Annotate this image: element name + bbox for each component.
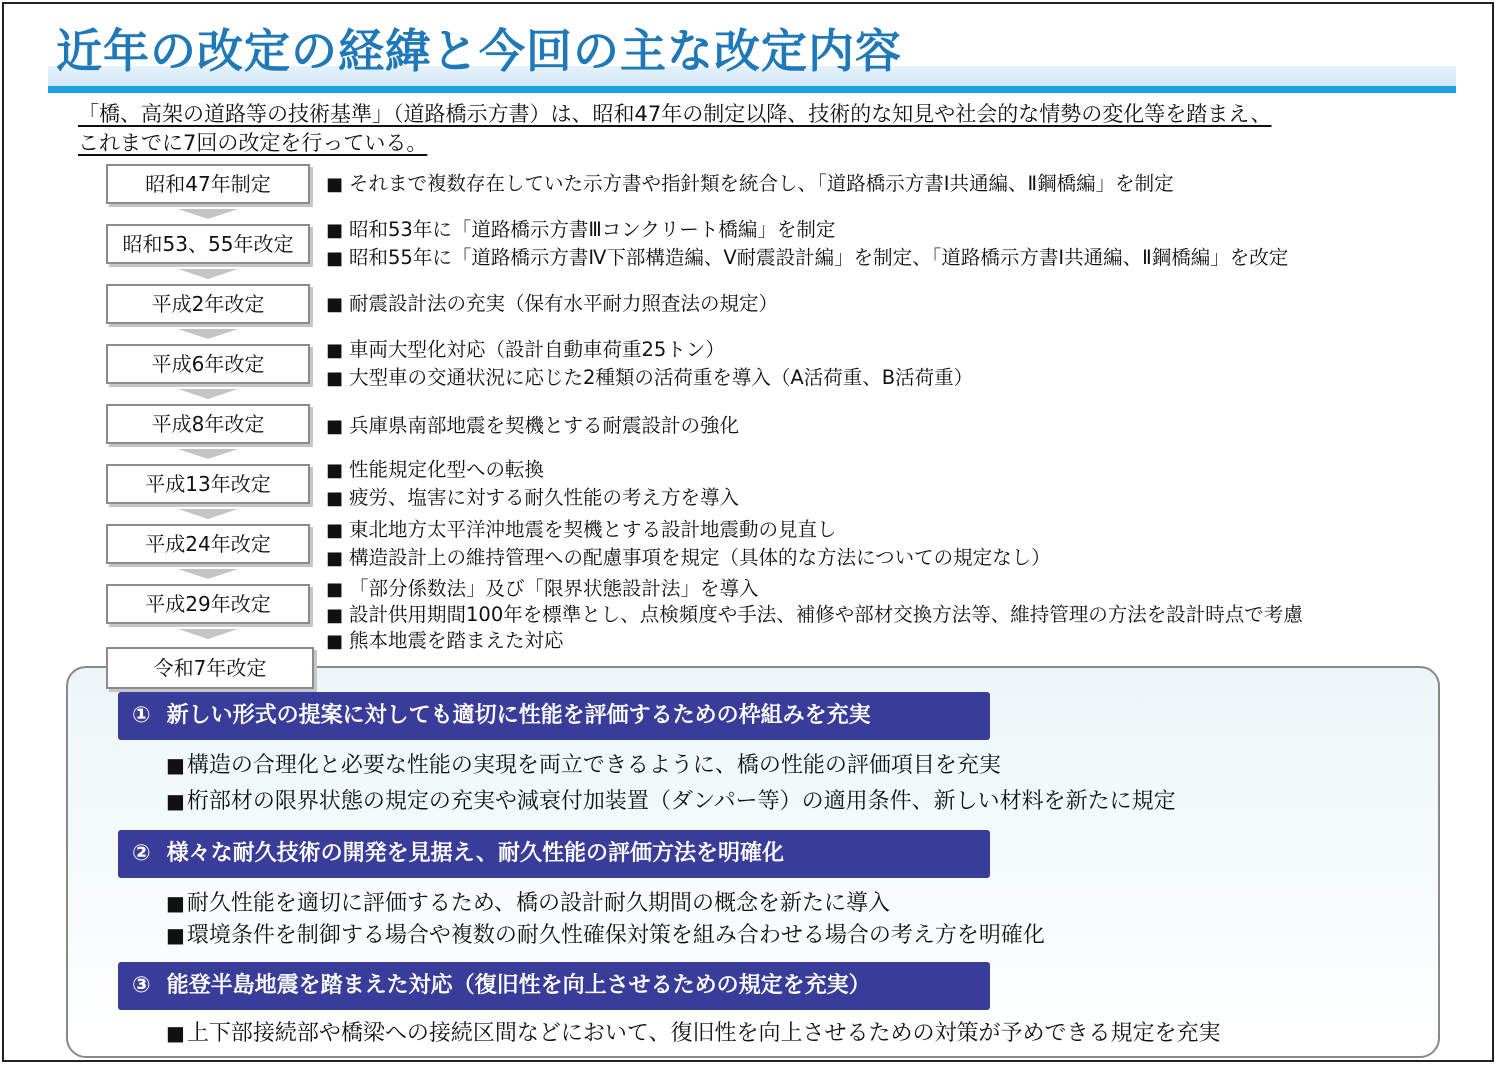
bullet-square-icon: ■	[326, 340, 344, 361]
era-desc-h13	[326, 456, 739, 512]
era-box-s53-55: 昭和53、55年改定	[106, 224, 310, 264]
desc-item: ■ 性能規定化型への転換	[326, 458, 545, 481]
revision-point-1-item: ■桁部材の限界状態の規定の充実や減衰付加装置（ダンパー等）の適用条件、新しい材料を新たに規定	[166, 789, 1176, 814]
era-box-h8: 平成8年改定	[106, 404, 310, 444]
desc-item: ■ 東北地方太平洋沖地震を契機とする設計地震動の見直し	[326, 518, 837, 541]
era-desc-s53-55	[326, 216, 1288, 272]
intro-line-1: 「橋、高架の道路等の技術基準」（道路橋示方書）は、昭和47年の制定以降、技術的な知見や社会的な情勢の変化等を踏まえ、	[78, 102, 1272, 126]
era-desc-h8	[326, 412, 739, 440]
bullet-square-icon: ■	[326, 368, 344, 389]
point-number: ③	[132, 973, 151, 998]
bullet-square-icon: ■	[326, 488, 344, 509]
era-box-r7: 令和7年改定	[106, 647, 314, 689]
bullet-square-icon: ■	[326, 548, 344, 569]
bullet-square-icon: ■	[326, 294, 344, 315]
era-desc-h6	[326, 336, 973, 392]
desc-item: ■ 兵庫県南部地震を契機とする耐震設計の強化	[326, 414, 740, 437]
era-desc-h24	[326, 516, 1051, 572]
down-arrow-icon	[178, 509, 238, 519]
bullet-square-icon: ■	[166, 1021, 185, 1045]
desc-item: ■ 大型車の交通状況に応じた2種類の活荷重を導入（A活荷重、B活荷重）	[326, 366, 974, 389]
down-arrow-icon	[178, 569, 238, 579]
down-arrow-icon	[178, 209, 238, 219]
era-box-s47: 昭和47年制定	[106, 164, 310, 204]
title-underline	[48, 86, 1456, 93]
intro-line-2: これまでに7回の改定を行っている。	[78, 131, 428, 155]
revision-point-2-item: ■耐久性能を適切に評価するため、橋の設計耐久期間の概念を新たに導入	[166, 891, 891, 916]
intro-text	[78, 100, 1448, 158]
point-number: ①	[132, 703, 151, 728]
bullet-square-icon: ■	[326, 174, 344, 195]
bullet-square-icon: ■	[326, 605, 344, 626]
desc-item: ■ それまで複数存在していた示方書や指針類を統合し、「道路橋示方書Ⅰ共通編、Ⅱ鋼橋編」を制定	[326, 172, 1174, 195]
era-box-h2: 平成2年改定	[106, 284, 310, 324]
era-box-h24: 平成24年改定	[106, 524, 310, 564]
desc-item: ■ 車両大型化対応（設計自動車荷重25トン）	[326, 338, 725, 361]
down-arrow-icon	[178, 269, 238, 279]
era-desc-s47	[326, 170, 1174, 198]
bullet-square-icon: ■	[326, 220, 344, 241]
era-desc-h2	[326, 290, 778, 318]
desc-item: ■ 耐震設計法の充実（保有水平耐力照査法の規定）	[326, 292, 779, 315]
bullet-square-icon: ■	[166, 753, 185, 777]
slide	[2, 2, 1494, 1062]
era-desc-h29	[326, 576, 1303, 654]
point-title: 新しい形式の提案に対しても適切に性能を評価するための枠組みを充実	[166, 703, 871, 728]
down-arrow-icon	[178, 449, 238, 459]
era-box-h29: 平成29年改定	[106, 584, 310, 624]
bullet-square-icon: ■	[166, 923, 185, 947]
revision-point-3-item: ■上下部接続部や橋梁への接続区間などにおいて、復旧性を向上させるための対策が予めできる規定を充実	[166, 1021, 1221, 1046]
era-box-h6: 平成6年改定	[106, 344, 310, 384]
bullet-square-icon: ■	[166, 789, 185, 813]
desc-item: ■ 昭和53年に「道路橋示方書Ⅲコンクリート橋編」を制定	[326, 218, 836, 241]
down-arrow-icon	[178, 329, 238, 339]
era-box-h13: 平成13年改定	[106, 464, 310, 504]
bullet-square-icon: ■	[326, 520, 344, 541]
revision-point-3-header	[118, 962, 990, 1010]
bullet-square-icon: ■	[326, 631, 344, 652]
bullet-square-icon: ■	[326, 579, 344, 600]
revision-point-2-item: ■環境条件を制御する場合や複数の耐久性確保対策を組み合わせる場合の考え方を明確化	[166, 923, 1045, 948]
desc-item: ■ 「部分係数法」及び「限界状態設計法」を導入	[326, 577, 759, 600]
down-arrow-icon	[178, 389, 238, 399]
bullet-square-icon: ■	[326, 416, 344, 437]
down-arrow-icon	[178, 629, 238, 639]
revision-point-1-header	[118, 692, 990, 740]
desc-item: ■ 疲労、塩害に対する耐久性能の考え方を導入	[326, 486, 740, 509]
revision-point-2-header	[118, 830, 990, 878]
bullet-square-icon: ■	[326, 248, 344, 269]
point-title: 様々な耐久技術の開発を見据え、耐久性能の評価方法を明確化	[166, 841, 784, 866]
desc-item: ■ 設計供用期間100年を標準とし、点検頻度や手法、補修や部材交換方法等、維持管理の方法を設計時点で考慮	[326, 603, 1303, 626]
revision-point-1-item: ■構造の合理化と必要な性能の実現を両立できるように、橋の性能の評価項目を充実	[166, 753, 1001, 778]
desc-item: ■ 昭和55年に「道路橋示方書Ⅳ下部構造編、Ⅴ耐震設計編」を制定、「道路橋示方書Ⅰ共通編、Ⅱ鋼橋編」を改定	[326, 246, 1289, 269]
point-number: ②	[132, 841, 151, 866]
desc-item: ■ 熊本地震を踏まえた対応	[326, 629, 564, 652]
desc-item: ■ 構造設計上の維持管理への配慮事項を規定（具体的な方法についての規定なし）	[326, 546, 1051, 569]
page-title: 近年の改定の経緯と今回の主な改定内容	[56, 24, 902, 78]
bullet-square-icon: ■	[166, 891, 185, 915]
point-title: 能登半島地震を踏まえた対応（復旧性を向上させるための規定を充実）	[166, 973, 871, 998]
bullet-square-icon: ■	[326, 460, 344, 481]
